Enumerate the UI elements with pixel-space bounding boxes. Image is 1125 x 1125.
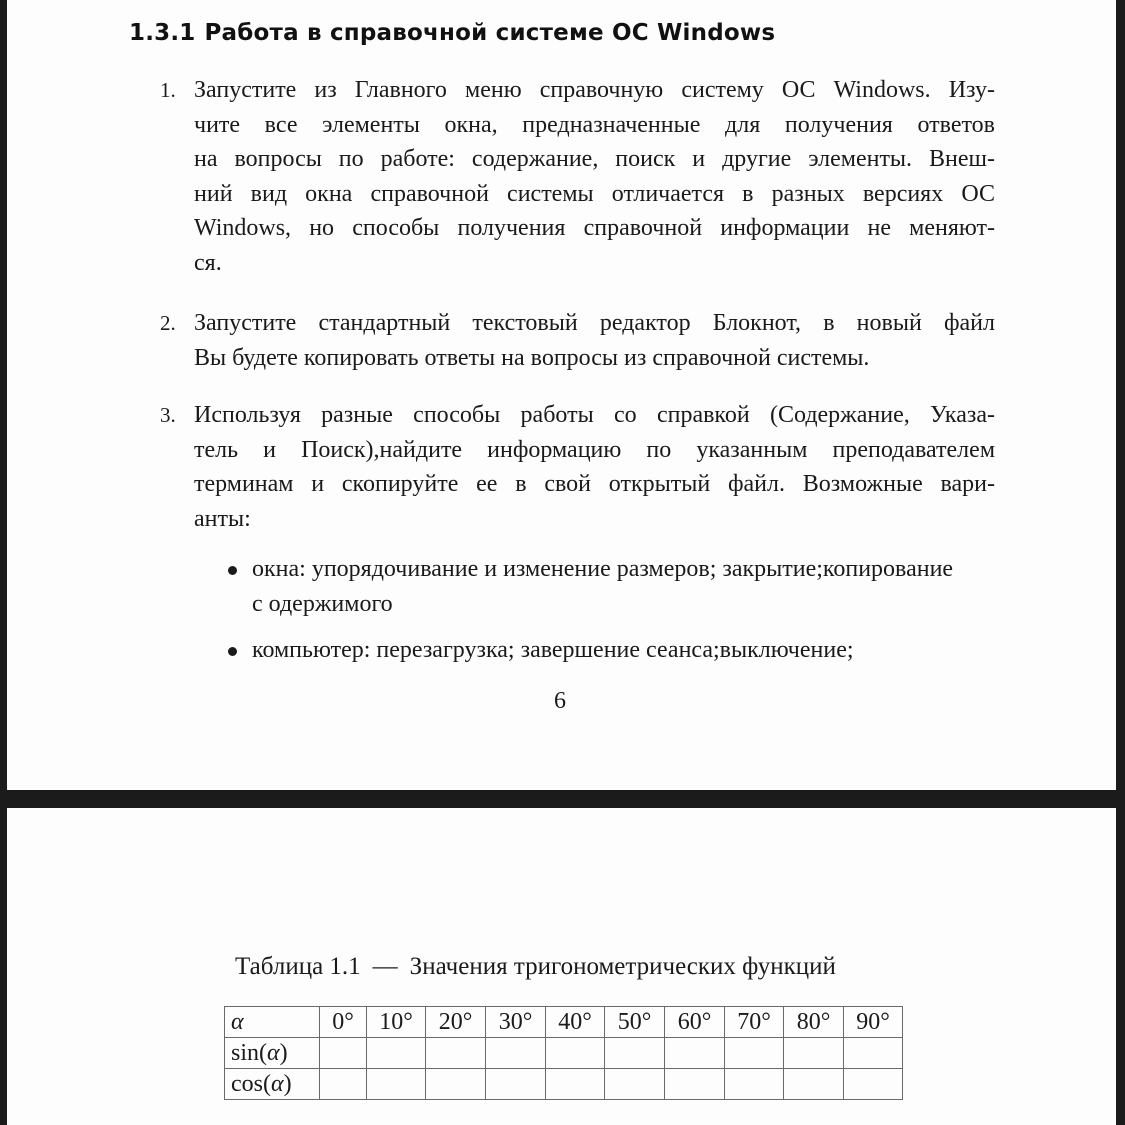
text-line: ся. (194, 249, 222, 276)
table-cell[interactable] (486, 1038, 546, 1069)
list-item-text (194, 398, 995, 536)
table-cell[interactable] (426, 1038, 486, 1069)
table-cell[interactable] (546, 1069, 605, 1100)
text-line: Windows, но способы получения справочной информации не меняют- (194, 215, 995, 242)
text-line: окна: упорядочивание и изменение размеров; закрытие;копирование (252, 556, 954, 582)
document-page-1 (7, 0, 1116, 790)
table-cell[interactable] (605, 1069, 665, 1100)
bullet-icon (228, 566, 237, 575)
table-cell[interactable] (844, 1038, 903, 1069)
text-line: терминам и скопируйте ее в свой открытый файл. Возможные вари- (194, 471, 995, 498)
list-item-text (194, 306, 995, 375)
table-cell[interactable] (486, 1069, 546, 1100)
table-cell[interactable] (665, 1038, 725, 1069)
list-item-number: 3. (160, 403, 176, 427)
function-name: sin (231, 1040, 260, 1066)
function-name: cos (231, 1071, 263, 1097)
section-number: 1.3.1 (129, 20, 196, 46)
table-cell[interactable] (784, 1069, 844, 1100)
table-header-row (225, 1007, 903, 1038)
table-header-cell: 0° (320, 1007, 367, 1038)
list-item-number: 1. (160, 78, 176, 102)
table-caption (235, 953, 836, 981)
text-line: анты: (194, 505, 251, 532)
table-header-alpha: α (225, 1007, 320, 1038)
document-page-2 (7, 808, 1116, 1125)
bullet-text (252, 552, 953, 621)
table-header-cell: 60° (665, 1007, 725, 1038)
page-number-text: 6 (554, 688, 566, 714)
text-line: Вы будете копировать ответы на вопросы из справочной системы. (194, 344, 870, 371)
text-line: чите все элементы окна, предназначенные для получения ответов (194, 111, 995, 138)
table-header-cell: 20° (426, 1007, 486, 1038)
table-header-cell: 50° (605, 1007, 665, 1038)
text-line: Запустите из Главного меню справочную систему ОС Windows. Изу- (194, 77, 995, 103)
function-arg: α (271, 1071, 284, 1097)
table-cell[interactable] (320, 1069, 367, 1100)
table-caption-title: Значения тригонометрических функций (409, 953, 836, 980)
table-cell[interactable] (725, 1038, 784, 1069)
table-cell[interactable] (605, 1038, 665, 1069)
section-title: Работа в справочной системе ОС Windows (204, 20, 776, 46)
table-cell[interactable] (367, 1069, 426, 1100)
text-line: Используя разные способы работы со справкой (Содержание, Указа- (194, 402, 995, 428)
section-heading (129, 20, 775, 46)
table-header-cell: 80° (784, 1007, 844, 1038)
text-line: с одержимого (252, 590, 393, 617)
table-header-cell: 90° (844, 1007, 903, 1038)
table-row-cos (225, 1069, 903, 1100)
table-caption-label: Таблица 1.1 (235, 953, 361, 980)
table-row-sin (225, 1038, 903, 1069)
table-cell[interactable] (665, 1069, 725, 1100)
table-cell[interactable] (844, 1069, 903, 1100)
table-cell[interactable] (367, 1038, 426, 1069)
table-header-cell: 70° (725, 1007, 784, 1038)
table-cell[interactable] (784, 1038, 844, 1069)
table-caption-dash: — (372, 953, 398, 980)
text-line: компьютер: перезагрузка; завершение сеанса;выключение; (252, 637, 854, 663)
trig-table (224, 1006, 903, 1100)
text-line: ний вид окна справочной системы отличается в разных версиях ОС (194, 180, 995, 207)
table-cell[interactable] (546, 1038, 605, 1069)
table-row-label: sin(α) (225, 1038, 320, 1069)
table-cell[interactable] (426, 1069, 486, 1100)
text-line: на вопросы по работе: содержание, поиск и другие элементы. Внеш- (194, 146, 995, 173)
list-item-number: 2. (160, 311, 176, 335)
bullet-icon (228, 647, 237, 656)
list-item-text (194, 73, 995, 281)
table-header-cell: 30° (486, 1007, 546, 1038)
table-cell[interactable] (320, 1038, 367, 1069)
bullet-text (252, 633, 854, 668)
table-header-cell: 10° (367, 1007, 426, 1038)
table-cell[interactable] (725, 1069, 784, 1100)
function-arg: α (267, 1040, 280, 1066)
text-line: Запустите стандартный текстовый редактор Блокнот, в новый файл (194, 310, 995, 336)
table-header-cell: 40° (546, 1007, 605, 1038)
text-line: тель и Поиск),найдите информацию по указанным преподавателем (194, 436, 995, 463)
table-row-label: cos(α) (225, 1069, 320, 1100)
